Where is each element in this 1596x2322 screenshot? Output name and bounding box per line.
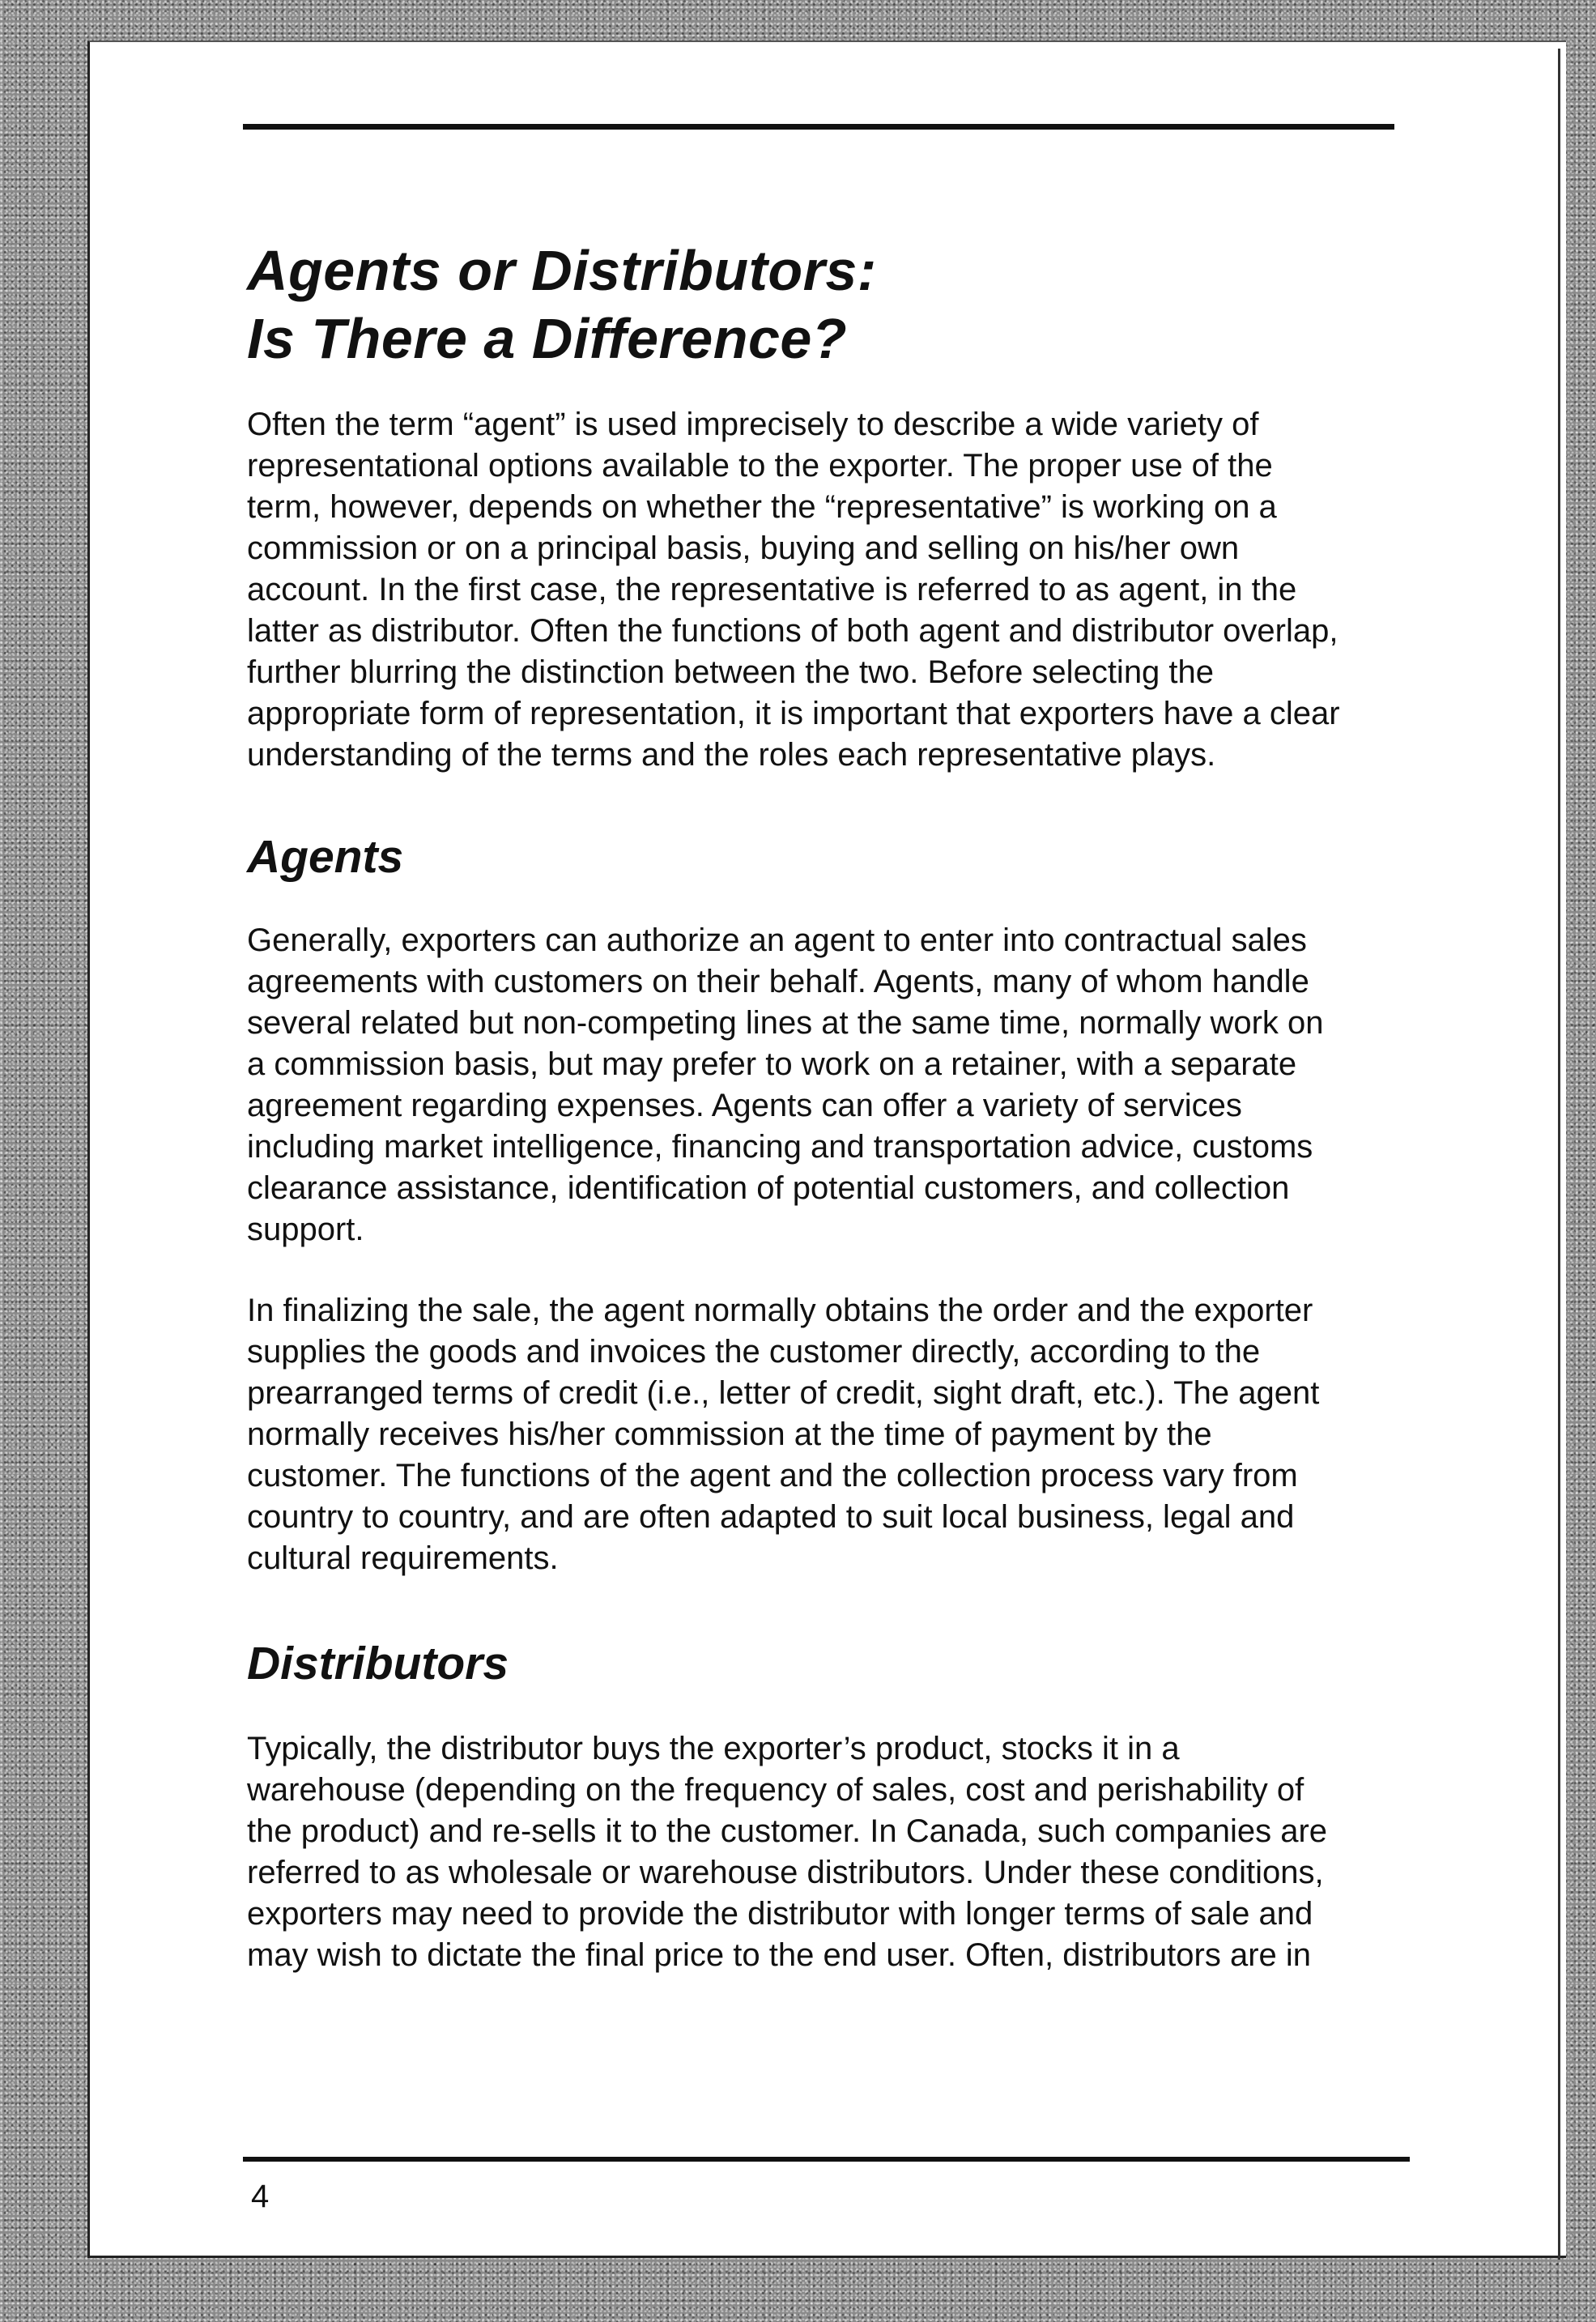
text-line: cultural requirements. <box>247 1540 559 1576</box>
text-line: support. <box>247 1212 364 1247</box>
text-line: Often the term “agent” is used imprecisely to describe a wide variety of <box>247 407 1259 442</box>
text-line: In finalizing the sale, the agent normally obtains the order and the exporter <box>247 1293 1313 1328</box>
text-line: latter as distributor. Often the functions of both agent and distributor overlap, <box>247 613 1339 649</box>
text-line: Generally, exporters can authorize an agent to enter into contractual sales <box>247 922 1307 958</box>
footer-rule <box>243 2157 1410 2162</box>
text-line: warehouse (depending on the frequency of sales, cost and perishability of <box>247 1772 1304 1808</box>
title-line-2: Is There a Difference? <box>247 307 848 370</box>
agents-paragraph-2 <box>247 1290 1413 1579</box>
text-line: commission or on a principal basis, buying and selling on his/her own <box>247 530 1240 566</box>
page-title <box>247 236 877 373</box>
text-line: account. In the first case, the representative is referred to as agent, in the <box>247 572 1297 607</box>
text-line: prearranged terms of credit (i.e., letter of credit, sight draft, etc.). The agent <box>247 1375 1320 1411</box>
page-edge-shadow <box>1558 49 1560 2260</box>
text-line: exporters may need to provide the distributor with longer terms of sale and <box>247 1896 1313 1932</box>
text-line: may wish to dictate the final price to the end user. Often, distributors are in <box>247 1937 1312 1973</box>
page-number: 4 <box>251 2179 270 2214</box>
text-line: agreement regarding expenses. Agents can offer a variety of services <box>247 1088 1242 1123</box>
distributors-heading: Distributors <box>247 1638 509 1689</box>
text-line: supplies the goods and invoices the customer directly, according to the <box>247 1334 1261 1370</box>
agents-paragraph-1 <box>247 920 1413 1250</box>
title-line-1: Agents or Distributors: <box>247 239 877 302</box>
text-line: country to country, and are often adapted to suit local business, legal and <box>247 1499 1295 1535</box>
text-line: referred to as wholesale or warehouse distributors. Under these conditions, <box>247 1855 1324 1890</box>
text-line: appropriate form of representation, it is important that exporters have a clear <box>247 696 1340 731</box>
text-line: further blurring the distinction between the two. Before selecting the <box>247 654 1215 690</box>
text-line: normally receives his/her commission at the time of payment by the <box>247 1417 1212 1452</box>
agents-heading: Agents <box>247 831 404 883</box>
text-line: clearance assistance, identification of potential customers, and collection <box>247 1170 1290 1206</box>
text-line: the product) and re-sells it to the customer. In Canada, such companies are <box>247 1813 1328 1849</box>
text-line: customer. The functions of the agent and the collection process vary from <box>247 1458 1298 1493</box>
text-line: agreements with customers on their behalf. Agents, many of whom handle <box>247 964 1309 999</box>
text-line: a commission basis, but may prefer to work on a retainer, with a separate <box>247 1046 1297 1082</box>
distributors-paragraph-1 <box>247 1728 1413 1976</box>
text-line: term, however, depends on whether the “representative” is working on a <box>247 489 1277 525</box>
text-line: including market intelligence, financing and transportation advice, customs <box>247 1129 1313 1165</box>
text-line: Typically, the distributor buys the exporter’s product, stocks it in a <box>247 1731 1180 1766</box>
intro-paragraph <box>247 404 1413 776</box>
header-rule <box>243 124 1394 130</box>
text-line: understanding of the terms and the roles each representative plays. <box>247 737 1216 773</box>
text-line: several related but non-competing lines at the same time, normally work on <box>247 1005 1324 1041</box>
text-line: representational options available to the exporter. The proper use of the <box>247 448 1273 484</box>
